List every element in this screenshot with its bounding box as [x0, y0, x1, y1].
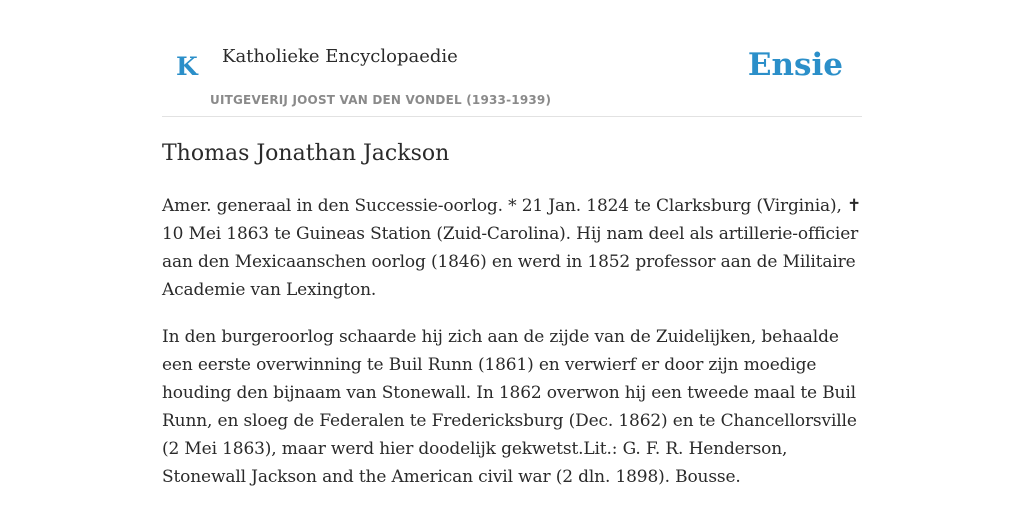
encyclopedia-name-link[interactable]: Katholieke Encyclopaedie	[222, 46, 458, 67]
encyclopedia-logo-icon[interactable]: K	[176, 52, 198, 81]
article-paragraph: Amer. generaal in den Successie-oorlog. * 21 Jan. 1824 te Clarksburg (Virginia), ✝ 10 Mei 1863 te Guineas Station (Zuid-Carolina). Hij nam deel als artillerie-officier aan den Mexicaanschen oorlog (1846) en werd in 1852 professor aan de Militaire Academie van Lexington.	[162, 196, 862, 300]
article-paragraph: In den burgeroorlog schaarde hij zich aan de zijde van de Zuidelijken, behaalde een eerste overwinning te Buil Runn (1861) en verwierf er door zijn moedige houding den bijnaam van Stonewall. In 1862 overwon hij een tweede maal te Buil Runn, en sloeg de Federalen te Fredericksburg (Dec. 1862) en te Chancellorsville (2 Mei 1863), maar werd hier doodelijk gekwetst.Lit.: G. F. R. Henderson, Stonewall Jackson and the American civil war (2 dln. 1898). Bousse.	[162, 327, 857, 487]
article-title: Thomas Jonathan Jackson	[162, 141, 450, 166]
ensie-brand-link[interactable]: Ensie	[747, 47, 843, 83]
site-header	[162, 0, 862, 117]
publisher-label: UITGEVERIJ JOOST VAN DEN VONDEL (1933-1939)	[210, 93, 552, 107]
article	[162, 138, 862, 491]
